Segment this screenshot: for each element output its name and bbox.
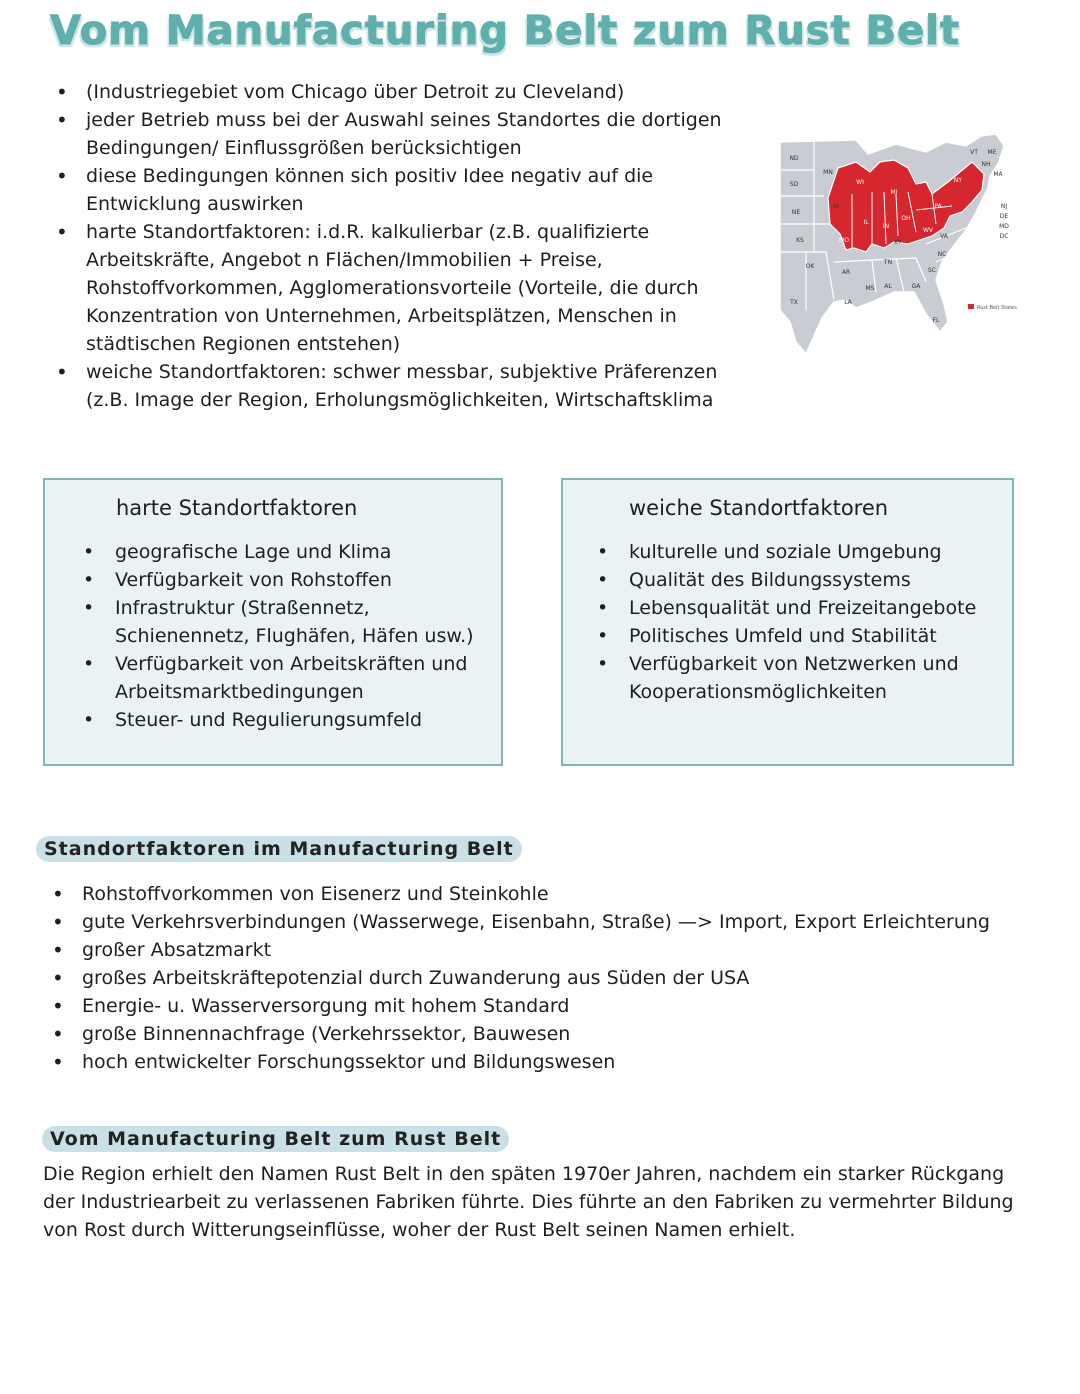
page-title: Vom Manufacturing Belt zum Rust Belt [50,8,961,54]
map-legend-label: Rust Belt States [977,305,1017,311]
hard-factor-item: • geografische Lage und Klima [83,538,493,566]
soft-factors-list [597,538,1007,706]
map-state-label: NY [953,177,963,184]
map-state-label: MS [865,285,875,292]
soft-factor-item: • Politisches Umfeld und Stabilität [597,622,1007,650]
intro-bullet: • diese Bedingungen können sich positiv Idee negativ auf die Entwicklung auswirken [56,162,756,218]
hard-factors-box [43,478,503,766]
map-legend-swatch [968,304,974,309]
map-state-label: DE [999,213,1009,220]
map-state-label: NE [791,209,801,216]
map-state-label: IN [882,223,890,230]
manufacturing-factor-item: • gute Verkehrsverbindungen (Wasserwege, Eisenbahn, Straße) —> Import, Export Erleichterung [52,908,1012,936]
map-state-label: DC [999,233,1009,240]
hard-factors-heading: harte Standortfaktoren [116,496,358,520]
map-state-label: KS [796,237,804,244]
hard-factor-item: • Verfügbarkeit von Arbeitskräften und Arbeitsmarktbedingungen [83,650,493,706]
manufacturing-factor-item: • großer Absatzmarkt [52,936,1012,964]
map-state-label: NC [937,251,947,258]
intro-bullet-list [56,78,756,414]
hard-factors-list [83,538,493,734]
rust-belt-map [776,132,1021,357]
map-state-label: OK [805,263,815,270]
hard-factor-item: • Steuer- und Regulierungsumfeld [83,706,493,734]
section-heading-manufacturing-belt: Standortfaktoren im Manufacturing Belt [36,836,522,862]
map-state-label: FL [932,317,940,324]
map-state-label: GA [911,283,921,290]
map-state-label: VT [970,149,978,156]
map-state-label: VA [940,233,948,240]
soft-factor-item: • kulturelle und soziale Umgebung [597,538,1007,566]
manufacturing-factor-item: • Energie- u. Wasserversorgung mit hohem Standard [52,992,1012,1020]
map-state-label: IL [863,219,869,226]
manufacturing-belt-factor-list [52,880,1012,1076]
hard-factor-item: • Verfügbarkeit von Rohstoffen [83,566,493,594]
map-state-label: WI [856,179,864,186]
manufacturing-factor-item: • große Binnennachfrage (Verkehrssektor, Bauwesen [52,1020,1012,1048]
soft-factors-box [561,478,1014,766]
manufacturing-factor-item: • Rohstoffvorkommen von Eisenerz und Steinkohle [52,880,1012,908]
intro-bullet: • jeder Betrieb muss bei der Auswahl seines Standortes die dortigen Bedingungen/ Einflussgrößen berücksichtigen [56,106,756,162]
map-rust-belt-region [828,160,984,252]
manufacturing-factor-item: • hoch entwickelter Forschungssektor und Bildungswesen [52,1048,1012,1076]
manufacturing-factor-item: • großes Arbeitskräftepotenzial durch Zuwanderung aus Süden der USA [52,964,1012,992]
map-state-label: SD [789,181,799,188]
map-state-label: MO [839,237,849,244]
map-state-label: NJ [1000,203,1008,210]
map-state-label: MA [993,171,1003,178]
map-state-label: PA [934,203,942,210]
rust-belt-paragraph: Die Region erhielt den Namen Rust Belt in den späten 1970er Jahren, nachdem ein starker Rückgang der Industriearbeit zu verlassenen Fabriken führte. Dies führte an den Fabriken zu vermehrter Bildung von Rost durch Witterungseinflüsse, woher der Rust Belt seinen Namen erhielt. [43,1163,1014,1241]
map-state-label: AR [841,269,851,276]
hard-factor-item: • Infrastruktur (Straßennetz, Schienennetz, Flughäfen, Häfen usw.) [83,594,493,650]
map-state-label: TX [790,299,798,306]
soft-factor-item: • Qualität des Bildungssystems [597,566,1007,594]
map-state-label: NH [981,161,991,168]
map-state-label: MI [890,189,898,196]
intro-bullet: • weiche Standortfaktoren: schwer messbar, subjektive Präferenzen (z.B. Image der Region, Erholungsmöglichkeiten, Wirtschaftsklima [56,358,756,414]
intro-bullet: • harte Standortfaktoren: i.d.R. kalkulierbar (z.B. qualifizierte Arbeitskräfte, Angebot n Flächen/Immobilien + Preise, Rohstoffvorkommen, Agglomerationsvorteile (Vorteile, die durch Konzentration von Unternehmen, Arbeitsplätzen, Menschen in städtischen Regionen entstehen) [56,218,756,358]
section-heading-rust-belt: Vom Manufacturing Belt zum Rust Belt [42,1126,509,1152]
soft-factors-heading: weiche Standortfaktoren [629,496,889,520]
map-state-label: OH [901,215,911,222]
map-state-label: MN [823,169,833,176]
map-state-label: TN [883,259,893,266]
intro-bullet: • (Industriegebiet vom Chicago über Detroit zu Cleveland) [56,78,756,106]
soft-factor-item: • Verfügbarkeit von Netzwerken und Kooperationsmöglichkeiten [597,650,1007,706]
soft-factor-item: • Lebensqualität und Freizeitangebote [597,594,1007,622]
map-state-label: WV [922,227,934,234]
map-state-label: ME [987,149,997,156]
map-state-label: KY [894,239,902,246]
map-state-label: IA [833,203,839,210]
map-state-label: AL [884,283,892,290]
map-state-label: LA [844,299,852,306]
map-state-label: MD [999,223,1009,230]
map-state-label: SC [928,267,936,274]
map-state-label: ND [789,155,799,162]
